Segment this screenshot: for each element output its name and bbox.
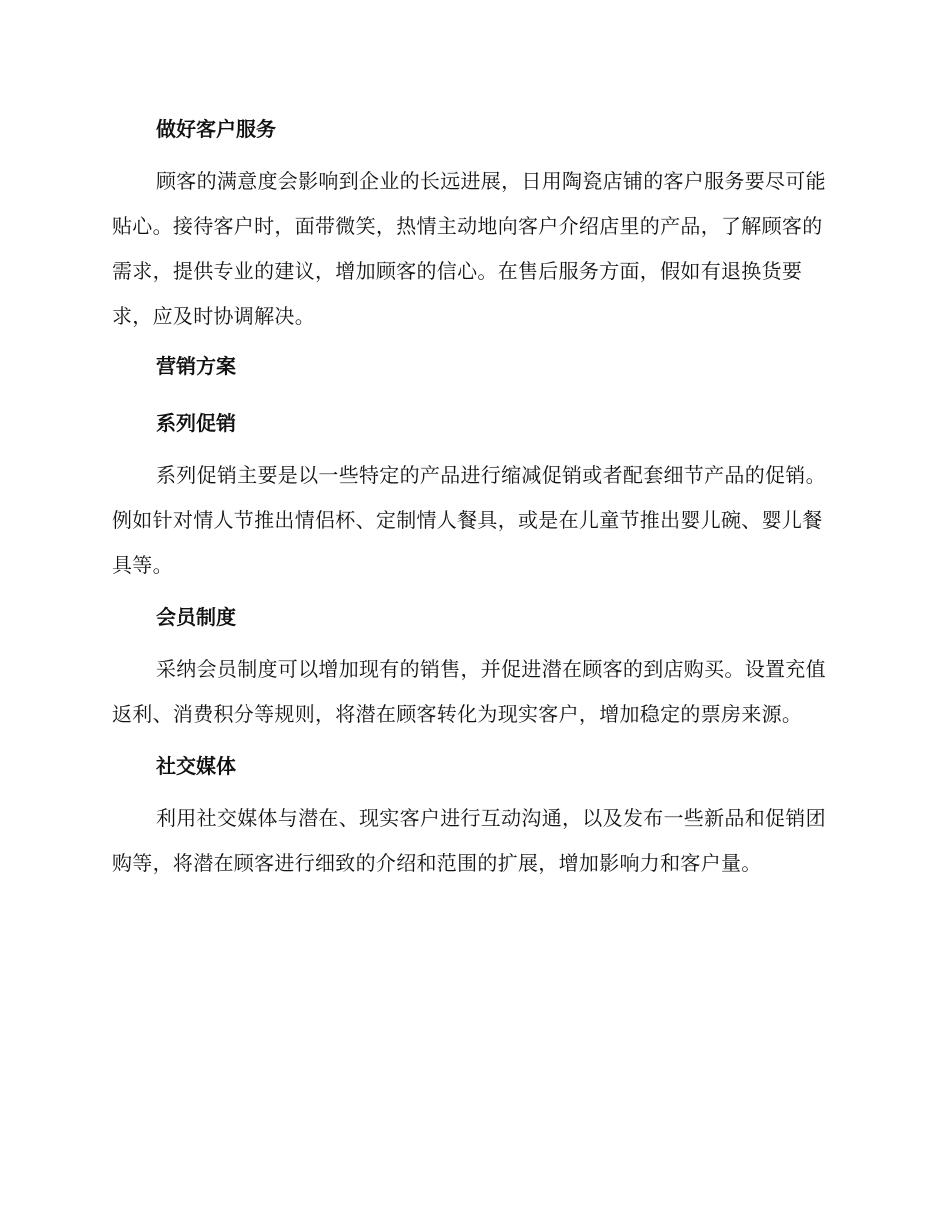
section-paragraph-social-media: 利用社交媒体与潜在、现实客户进行互动沟通，以及发布一些新品和促销团购等，将潜在顾客进行细致的介绍和范围的扩展，增加影响力和客户量。 bbox=[112, 806, 826, 875]
section-heading-social-media: 社交媒体 bbox=[156, 754, 236, 778]
section-paragraph-membership: 采纳会员制度可以增加现有的销售，并促进潜在顾客的到店购买。设置充值返利、消费积分等规则，将潜在顾客转化为现实客户，增加稳定的票房来源。 bbox=[112, 657, 826, 726]
section-paragraph-customer-service: 顾客的满意度会影响到企业的长远进展，日用陶瓷店铺的客户服务要尽可能贴心。接待客户时，面带微笑，热情主动地向客户介绍店里的产品，了解顾客的需求，提供专业的建议，增加顾客的信心。在售后服务方面，假如有退换货要求，应及时协调解决。 bbox=[112, 169, 826, 328]
section-heading-marketing-plan: 营销方案 bbox=[156, 354, 236, 378]
section-heading-membership: 会员制度 bbox=[156, 605, 236, 629]
section-heading-customer-service: 做好客户服务 bbox=[156, 117, 276, 141]
section-paragraph-series-promotion: 系列促销主要是以一些特定的产品进行缩减促销或者配套细节产品的促销。例如针对情人节推出情侣杯、定制情人餐具，或是在儿童节推出婴儿碗、婴儿餐具等。 bbox=[112, 463, 826, 577]
section-heading-series-promotion: 系列促销 bbox=[156, 411, 236, 435]
document-page bbox=[112, 108, 832, 886]
